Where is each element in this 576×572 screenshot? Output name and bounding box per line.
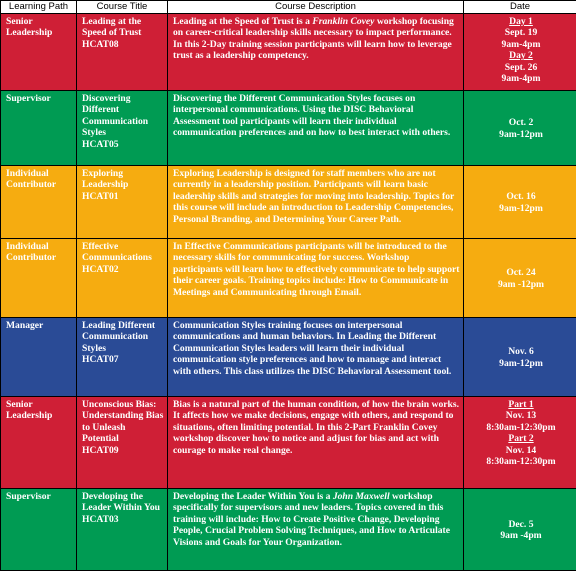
course-code: HCAT02 — [82, 263, 119, 275]
session-time: 8:30am-12:30pm — [486, 456, 556, 468]
date-cell — [464, 166, 576, 239]
header-course-description: Course Description — [168, 1, 464, 14]
learning-path-cell: Manager — [1, 318, 77, 397]
course-title: Discovering Different Communication Styles — [82, 93, 149, 139]
date-cell — [464, 397, 576, 489]
table-row — [1, 14, 576, 91]
course-title: Leading Different Communication Styles — [82, 320, 156, 354]
session-day: Oct. 2 — [508, 117, 534, 129]
course-title-cell — [77, 318, 168, 397]
date-cell — [464, 239, 576, 318]
course-description-text: Leading at the Speed of Trust is a — [173, 16, 313, 27]
session-time: 9am -12pm — [497, 278, 545, 290]
course-title: Leading at the Speed of Trust — [82, 16, 142, 39]
course-description-cell: Communication Styles training focuses on interpersonal communications and human behaviors. In Leading the Different Communication Styles leaders will learn their individual communication style preferences and how to manage and interact with others. This class utilizes the DISC Behavioral Assessment tool. — [168, 318, 464, 397]
course-code: HCAT08 — [82, 38, 119, 50]
course-title-cell — [77, 397, 168, 489]
learning-path-cell: Senior Leadership — [1, 397, 77, 489]
learning-path-cell: Supervisor — [1, 489, 77, 571]
session-time: 8:30am-12:30pm — [486, 421, 556, 433]
course-description-cell: Bias is a natural part of the human condition, of how the brain works. It affects how we make decisions, engage with others, and respond to situations, often limiting potential. In this 2-Part Franklin Covey workshop discover how to notice and adjust for bias and act with courage to make real change. — [168, 397, 464, 489]
learning-path-cell: Individual Contributor — [1, 166, 77, 239]
course-title-cell — [77, 91, 168, 166]
header-learning-path: Learning Path — [1, 1, 77, 14]
session-time: 9am-12pm — [499, 202, 543, 214]
learning-path-cell: Senior Leadership — [1, 14, 77, 91]
course-title-cell — [77, 166, 168, 239]
course-title-cell — [77, 14, 168, 91]
table-row — [1, 489, 576, 571]
table-row — [1, 318, 576, 397]
course-title: Exploring Leadership — [82, 168, 129, 191]
course-description-emphasis: John Maxwell — [332, 491, 390, 502]
course-title: Unconscious Bias: Understanding Bias to Unleash Potential — [82, 399, 164, 445]
session-label: Part 1 — [508, 399, 534, 410]
session-day: Oct. 24 — [506, 267, 536, 279]
date-cell — [464, 318, 576, 397]
header-course-title: Course Title — [77, 1, 168, 14]
session-day: Nov. 6 — [508, 346, 534, 358]
session-label: Part 2 — [508, 433, 534, 445]
session-time: 9am-4pm — [501, 38, 541, 50]
table-row — [1, 166, 576, 239]
course-code: HCAT03 — [82, 513, 119, 525]
course-description-cell: In Effective Communications participants will be introduced to the necessary skills for communicating for success. Workshop participants will learn how to effectively communicate to help support their career goals. Training topics include: How to Communicate in Meetings and Communicating through Email. — [168, 239, 464, 318]
course-title: Effective Communications — [82, 241, 152, 264]
course-title-cell — [77, 239, 168, 318]
header-row — [1, 1, 576, 14]
course-description-cell: Discovering the Different Communication Styles focuses on interpersonal communications. Using the DISC Behavioral Assessment tool participants will learn their individual communication preferences and on how to best interact with others. — [168, 91, 464, 166]
course-code: HCAT09 — [82, 444, 119, 456]
date-cell — [464, 489, 576, 571]
session-label: Day 2 — [509, 50, 533, 62]
session-day: Dec. 5 — [508, 518, 534, 530]
session-label: Day 1 — [509, 16, 533, 27]
course-description-cell: Exploring Leadership is designed for staff members who are not currently in a leadership position. Participants will learn basic leadership skills and strategies for moving into leadership. Topics for this course will include an introduction to Leadership Competencies, Personal Branding, and Determining Your Career Path. — [168, 166, 464, 239]
session-time: 9am-12pm — [499, 128, 543, 140]
course-description-emphasis: Franklin Covey — [312, 16, 375, 27]
learning-path-cell: Individual Contributor — [1, 239, 77, 318]
table-row — [1, 91, 576, 166]
header-date: Date — [464, 1, 576, 14]
session-day: Oct. 16 — [506, 191, 536, 203]
course-description-cell — [168, 489, 464, 571]
session-day: Nov. 13 — [505, 410, 537, 422]
course-title: Developing the Leader Within You — [82, 491, 161, 514]
course-code: HCAT01 — [82, 190, 119, 202]
course-description-cell — [168, 14, 464, 91]
course-description-text: Developing the Leader Within You is a — [173, 491, 333, 502]
session-time: 9am -4pm — [500, 530, 542, 541]
table-row — [1, 397, 576, 489]
date-cell — [464, 91, 576, 166]
course-code: HCAT05 — [82, 138, 119, 150]
session-time: 9am-4pm — [501, 73, 541, 85]
session-day: Sept. 26 — [504, 61, 538, 73]
date-cell — [464, 14, 576, 91]
session-day: Sept. 19 — [504, 27, 538, 39]
session-day: Nov. 14 — [505, 444, 537, 456]
session-time: 9am-12pm — [499, 357, 543, 369]
course-title-cell — [77, 489, 168, 571]
course-code: HCAT07 — [82, 354, 119, 366]
course-description-text: workshop specifically for supervisors and new leaders. Topics covered in this training will include: How to Create Positive Change, Developing People, Crucial Problem Solving Techniques, and How to Articulate Visions and Goals for Your Organization. — [173, 491, 450, 548]
table-row — [1, 239, 576, 318]
learning-path-cell: Supervisor — [1, 91, 77, 166]
course-description-text: workshop focusing on career-critical leadership skills necessary to impact performance. In this 2-Day training session participants will learn how to leverage trust as a leadership competency. — [173, 16, 454, 62]
